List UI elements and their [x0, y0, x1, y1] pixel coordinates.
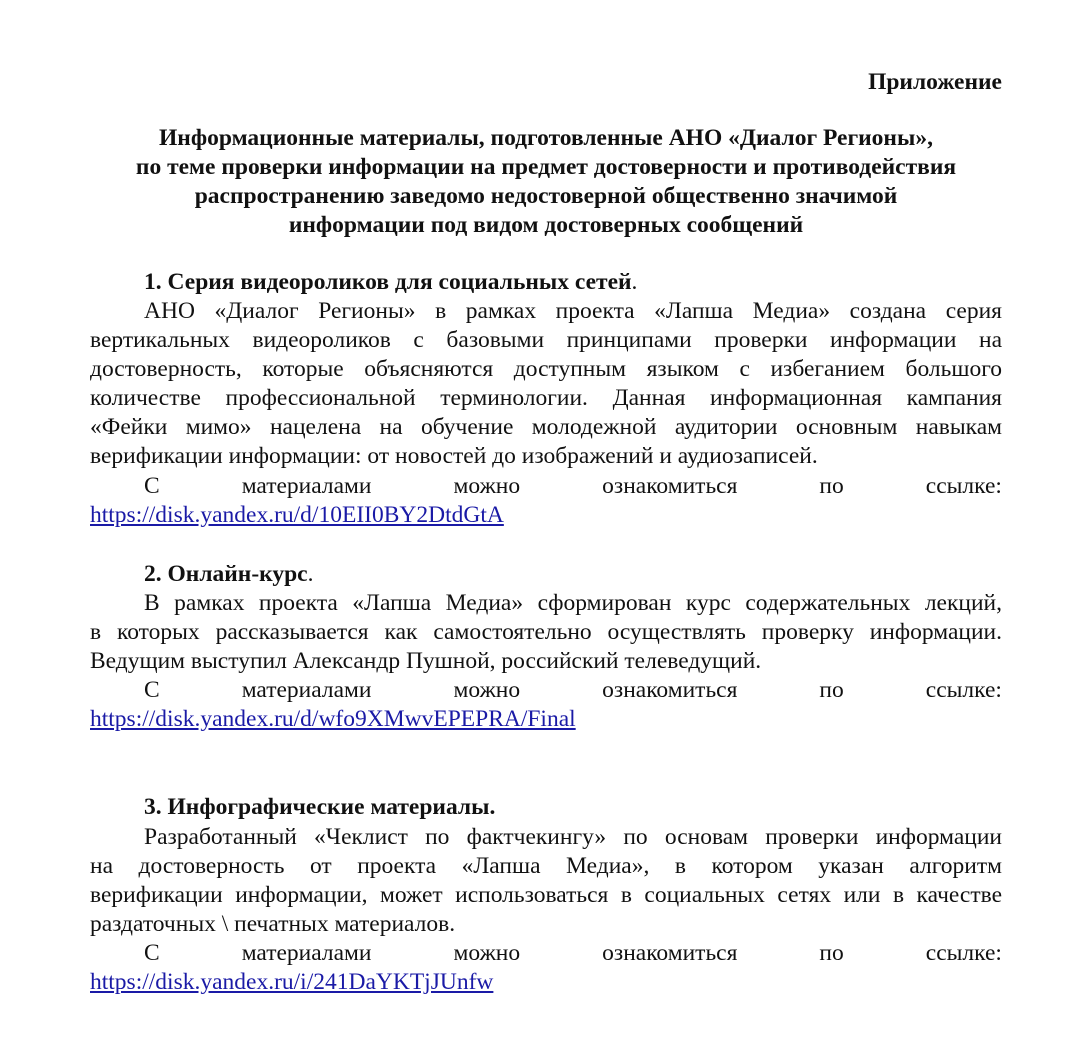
appendix-label: Приложение	[868, 69, 1002, 95]
section-heading-text: 3. Инфографические материалы.	[144, 794, 496, 820]
paragraph-line: вертикальных видеороликов с базовыми принципами проверки информации на	[90, 327, 1002, 353]
link-intro	[90, 676, 1002, 705]
link-intro-word: можно	[453, 473, 521, 499]
link-intro-word: по	[819, 677, 844, 703]
section-heading-suffix: .	[307, 561, 314, 587]
materials-link[interactable]: https://disk.yandex.ru/d/10EII0BY2DtdGtA	[90, 502, 504, 528]
link-intro-word: ознакомиться	[602, 473, 738, 499]
paragraph-line: в которых рассказывается как самостоятельно осуществлять проверку информации.	[90, 619, 1002, 645]
paragraph-line: достоверность, которые объясняются доступным языком с избеганием большого	[90, 356, 1002, 382]
link-intro-word: по	[819, 940, 844, 966]
paragraph-line: верификации информации, может использоваться в социальных сетях или в качестве	[90, 882, 1002, 908]
materials-link[interactable]: https://disk.yandex.ru/i/241DaYKTjJUnfw	[90, 969, 494, 995]
paragraph-line: Ведущим выступил Александр Пушной, российский телеведущий.	[90, 648, 762, 674]
link-intro-word: ссылке:	[925, 677, 1002, 703]
paragraph-line: верификации информации: от новостей до изображений и аудиозаписей.	[90, 443, 818, 469]
section-heading	[90, 268, 1002, 297]
link-intro-word: С	[144, 940, 160, 966]
link-intro-word: ознакомиться	[602, 940, 738, 966]
section-heading-suffix: .	[631, 269, 638, 295]
paragraph-line: Разработанный «Чеклист по фактчекингу» по основам проверки информации	[144, 824, 1002, 850]
title-line: распространению заведомо недостоверной общественно значимой	[194, 183, 898, 209]
link-intro-word: С	[144, 677, 160, 703]
section-heading-text: 2. Онлайн-курс	[144, 561, 308, 587]
link-intro-word: материалами	[241, 473, 372, 499]
paragraph-line: раздаточных \ печатных материалов.	[90, 911, 456, 937]
link-intro-word: можно	[453, 940, 521, 966]
link-intro-word: ссылке:	[925, 473, 1002, 499]
section-heading	[90, 793, 1002, 822]
link-intro-word: можно	[453, 677, 521, 703]
link-intro-word: по	[819, 473, 844, 499]
link-intro-word: материалами	[241, 940, 372, 966]
section-heading-text: 1. Серия видеороликов для социальных сетей	[144, 269, 632, 295]
paragraph-line: количестве профессиональной терминологии. Данная информационная кампания	[90, 385, 1002, 411]
link-intro-word: С	[144, 473, 160, 499]
section-heading	[90, 560, 1002, 589]
materials-link[interactable]: https://disk.yandex.ru/d/wfo9XMwvEPEPRA/Final	[90, 706, 576, 732]
paragraph-line: «Фейки мимо» нацелена на обучение молодежной аудитории основным навыкам	[90, 414, 1002, 440]
document-page	[90, 0, 1002, 1042]
link-intro	[90, 939, 1002, 968]
title-line: Информационные материалы, подготовленные АНО «Диалог Регионы»,	[159, 125, 933, 151]
title-line: по теме проверки информации на предмет достоверности и противодействия	[135, 154, 957, 180]
title-line: информации под видом достоверных сообщений	[288, 212, 804, 238]
paragraph-line: на достоверность от проекта «Лапша Медиа», в котором указан алгоритм	[90, 853, 1002, 879]
paragraph-line: АНО «Диалог Регионы» в рамках проекта «Лапша Медиа» создана серия	[144, 298, 1002, 324]
link-intro-word: материалами	[241, 677, 372, 703]
link-intro	[90, 472, 1002, 501]
link-intro-word: ознакомиться	[602, 677, 738, 703]
link-intro-word: ссылке:	[925, 940, 1002, 966]
paragraph-line: В рамках проекта «Лапша Медиа» сформирован курс содержательных лекций,	[144, 590, 1002, 616]
